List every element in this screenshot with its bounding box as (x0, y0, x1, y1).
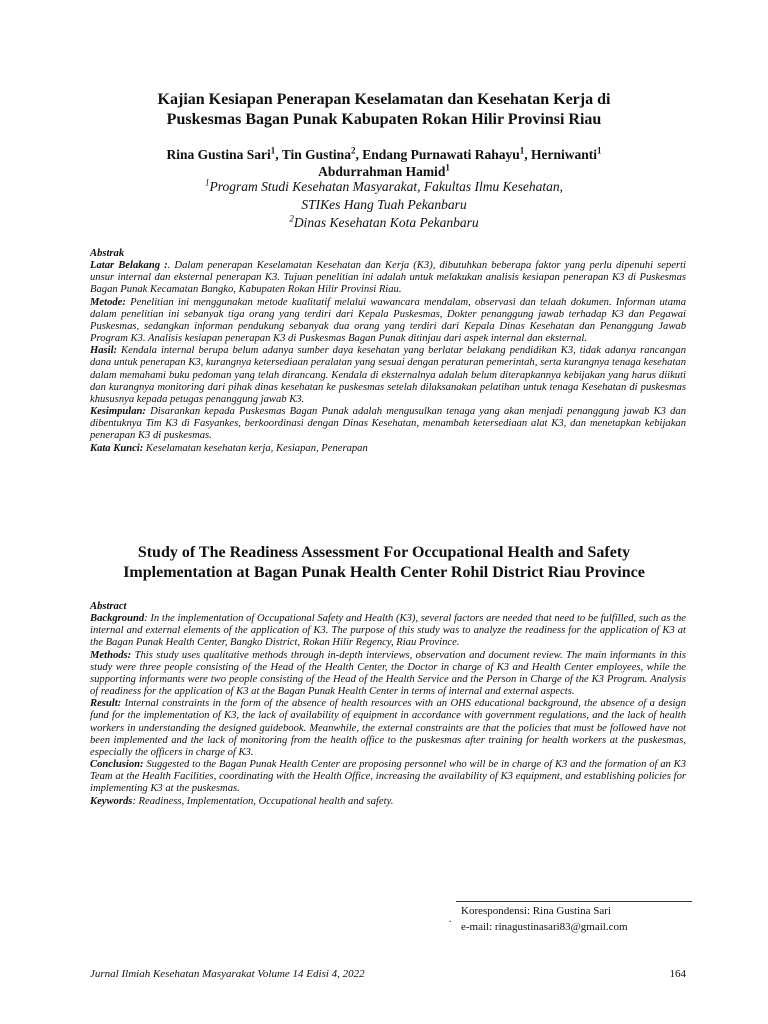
abstract-methods (90, 650, 686, 699)
label: Kesimpulan: (90, 406, 146, 418)
affiliation-text: Dinas Kesehatan Kota Pekanbaru (293, 215, 479, 230)
paragraph-text: Suggested to the Bagan Punak Health Center are proposing personnel who will be in charge of K3 and the formation of an K3 Team at the Health Facilities, coordinating with the Health Office, increasing the availability of K3 equipment, and establishing policies for implementing K3 at the puskesmas. (90, 759, 686, 795)
author-separator: , (524, 147, 531, 162)
paragraph-text: Internal constraints in the form of the absence of health resources with an OHS educational background, the absence of a design fund for the implementation of K3, the lack of availability of equipment in accordance with government regulations, and the lack of health workers in understanding the designed guidebook. Meanwhile, the external constraints are that the policies that must be followed have not been implemented and the lack of monitoring from the health office to the puskesmas after training for health workers at the puskesmas, especially the officers in charge of K3. (90, 698, 686, 758)
affiliation-mark: 1 (205, 177, 210, 188)
abstrak-latar-belakang (90, 260, 686, 296)
stray-dot: . (449, 914, 452, 925)
label: Background (90, 613, 145, 625)
journal-citation: Jurnal Ilmiah Kesehatan Masyarakat Volume 14 Edisi 4, 2022 (90, 968, 365, 980)
affiliation-mark: 1 (519, 145, 525, 156)
author-list (60, 146, 708, 180)
label: Metode: (90, 296, 126, 308)
affiliation-1-institution: STIKes Hang Tuah Pekanbaru (301, 197, 467, 212)
affiliation-mark: 1 (445, 162, 450, 173)
abstract-background (90, 613, 686, 649)
paragraph-text: Penelitian ini menggunakan metode kualitatif melalui wawancara mendalam, observasi dan telaah dokumen. Informan utama dalam penelitian ini sebanyak tiga orang yang terdiri dari Kepala Puskesmas, Dokter penanggung jawab terhadap K3 dan Pegawai Puskesmas, sedangkan informan pendukung sebanyak dua orang yang terdiri dari Kepala Dinas Kesehatan dan Penanggung Jawab Program K3. Analisis kesiapan penerapan K3 di Puskesmas Bagan Punak ditinjau dari aspek internal dan eksternal. (90, 296, 686, 345)
paragraph-text: This study uses qualitative methods through in-depth interviews, observation and document review. The main informants in this study were three people consisting of the Head of the Health Center, the Doctor in charge of K3 and Health Center employees, while the supporting informants were two people consisting of the Head of the Health Service and the Person in Charge of the K3 Program. Analysis of readiness for the application of K3 at the Bagan Punak Health Center in terms of internal and external aspects. (90, 649, 686, 698)
label: Latar Belakang : (90, 260, 168, 272)
paper-title-indonesian (80, 90, 688, 130)
label: Hasil: (90, 345, 118, 357)
paragraph-text: : Readiness, Implementation, Occupational health and safety. (132, 795, 394, 807)
abstrak-hasil (90, 345, 686, 406)
author-name: Endang Purnawati Rahayu (362, 147, 520, 162)
affiliation-mark: 2 (350, 145, 356, 156)
author-separator: , (355, 147, 363, 162)
author-name: Abdurrahman Hamid (318, 164, 446, 179)
paragraph-text: : In the implementation of Occupational Safety and Health (K3), several factors are needed that need to be fulfilled, such as the internal and external elements of the application of K3. The purpose of this study was to analyze the readiness for the application of K3 at the Bagan Punak Health Center, Bangko District, Rokan Hilir Regency, Riau Province. (90, 613, 686, 649)
footnote-divider (456, 901, 692, 902)
label: Keywords (90, 795, 133, 807)
correspondence-email: e-mail: rinagustinasari83@gmail.com (461, 921, 628, 933)
correspondence-block (461, 903, 628, 935)
paragraph-text: Kendala internal berupa belum adanya sumber daya kesehatan yang berlatar belakang pendidikan K3, tidak adanya rancangan dana untuk penerapan K3, kurangnya ketersediaan peralatan yang sesuai dengan peraturan pemerintah, serta kurangnya tenaga kesehatan dalam memahami buku pedoman yang telah dirancang. Kendala di eksternalnya adalah belum diterapkannya kebijakan yang harus diikuti dan kurangnya monitoring dari pihak dinas kesehatan ke puskesmas setelah dilaksanakan pelatihan untuk tenaga Kesehatan di puskesmas khususnya kepada petugas penanggung jawab K3. (90, 345, 686, 405)
paragraph-text: Keselamatan kesehatan kerja, Kesiapan, Penerapan (143, 442, 368, 454)
page-number: 164 (669, 968, 686, 980)
title-line: Study of The Readiness Assessment For Occupational Health and Safety (137, 544, 631, 561)
author-name: Rina Gustina Sari (166, 147, 271, 162)
title-line: Puskesmas Bagan Punak Kabupaten Rokan Hilir Provinsi Riau (166, 111, 602, 128)
affiliation-mark: 2 (289, 213, 294, 224)
affiliation-1 (60, 178, 708, 196)
page-footer (90, 968, 686, 980)
author-line-1 (60, 146, 708, 163)
abstrak-heading: Abstrak (90, 248, 125, 259)
label: Methods: (90, 649, 132, 661)
abstrak-section (90, 248, 686, 455)
affiliation-mark: 1 (270, 145, 276, 156)
abstract-conclusion (90, 759, 686, 795)
affiliation-2 (60, 214, 708, 232)
correspondence-author: Korespondensi: Rina Gustina Sari (461, 905, 612, 917)
abstract-heading: Abstract (90, 601, 127, 612)
affiliation-text: Program Studi Kesehatan Masyarakat, Fakultas Ilmu Kesehatan, (209, 179, 563, 194)
abstract-keywords (90, 796, 686, 808)
abstract-result (90, 698, 686, 759)
abstract-section (90, 601, 686, 808)
label: Result: (90, 698, 122, 710)
abstrak-kata-kunci (90, 443, 686, 455)
abstrak-kesimpulan (90, 406, 686, 442)
paragraph-text: . Dalam penerapan Keselamatan Kesehatan dan Kerja (K3), dibutuhkan beberapa faktor yang perlu dipenuhi seperti unsur internal dan eksternal penerapan K3. Tujuan penelitian ini adalah untuk melakukan analisis kesiapan penerapan K3 di Puskesmas Bagan Punak Kecamatan Bangko, Kabupaten Rokan Hilir Provinsi Riau. (90, 260, 686, 296)
author-separator: , (275, 147, 282, 162)
label: Conclusion: (90, 759, 144, 771)
title-line: Kajian Kesiapan Penerapan Keselamatan dan Kesehatan Kerja di (157, 91, 611, 108)
affiliation-mark: 1 (597, 145, 602, 156)
label: Kata Kunci: (90, 442, 144, 454)
paragraph-text: Disarankan kepada Puskesmas Bagan Punak adalah mengusulkan tenaga yang akan menjadi penanggung jawab K3 dan dibentuknya Tim K3 di Fasyankes, berkoordinasi dengan Dinas Kesehatan, menambah ketersediaan alat K3, dan menetapkan kebijakan penerapan K3 di puskesmas. (90, 406, 686, 442)
author-name: Herniwanti (531, 147, 597, 162)
affiliations (60, 178, 708, 232)
abstrak-metode (90, 297, 686, 346)
paper-title-english (80, 543, 688, 583)
title-line: Implementation at Bagan Punak Health Center Rohil District Riau Province (123, 564, 645, 581)
author-name: Tin Gustina (281, 147, 351, 162)
